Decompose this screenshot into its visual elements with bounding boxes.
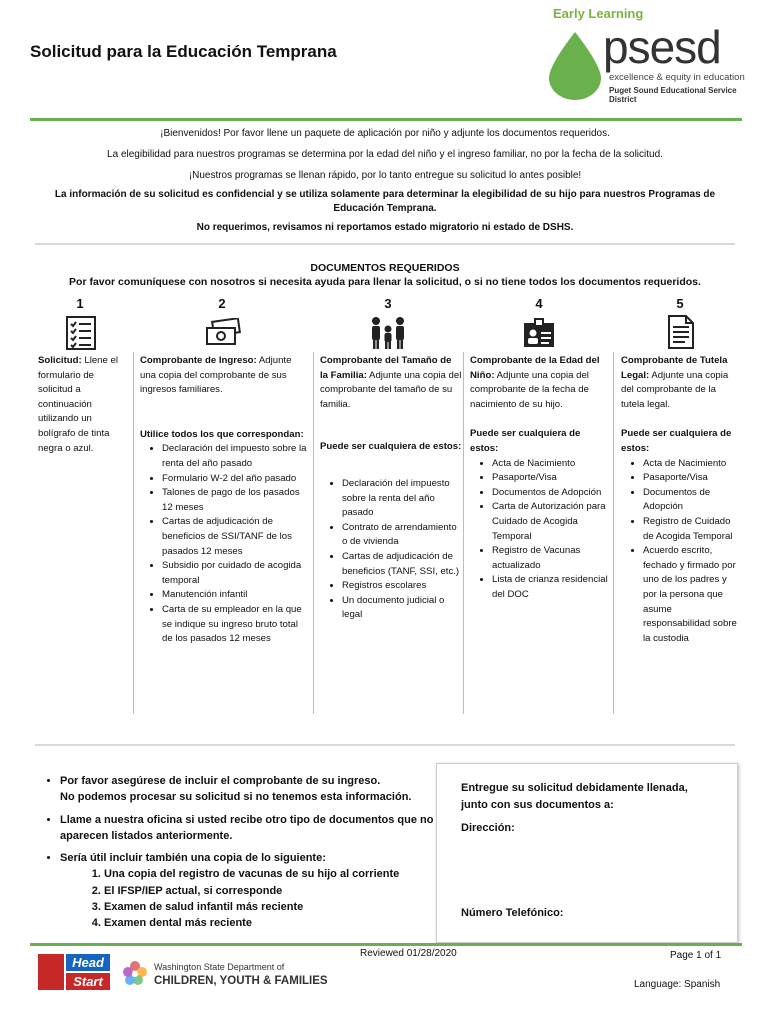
col3-text: Adjunte una copia del comprobante del tamaño de su familia. xyxy=(320,369,462,410)
id-card-icon xyxy=(523,318,555,348)
col4-label: Comprobante de la Edad del Niño: xyxy=(470,355,600,381)
dcyf-bottom: CHILDREN, YOUTH & FAMILIES xyxy=(154,975,328,987)
intro-line-3: ¡Nuestros programas se llenan rápido, por lo tanto entregue su solicitud lo antes posible! xyxy=(188,170,582,181)
list-item: • Registro de Cuidado de Acogida Temporal xyxy=(643,515,739,544)
col4-text: Adjunte una copia del comprobante de la fecha de nacimiento de su hijo. xyxy=(470,369,589,410)
section-divider xyxy=(35,744,735,746)
notes-list xyxy=(38,773,438,938)
step-number-4: 4 xyxy=(535,296,543,311)
psesd-logo xyxy=(545,4,745,104)
list-item: • Carta de Autorización para Cuidado de Acogida Temporal xyxy=(492,500,610,544)
submit-line-1: Entregue su solicitud debidamente llenada, xyxy=(461,782,688,794)
note-income-line-2: No podemos procesar su solicitud si no tenemos esta información. xyxy=(60,791,412,804)
submit-info-box xyxy=(436,763,738,943)
submit-line-2: junto con sus documentos a: xyxy=(461,799,614,811)
list-item: • Un documento judicial o legal xyxy=(342,594,462,623)
section-divider xyxy=(35,243,735,245)
note-also-include xyxy=(60,850,438,931)
header-divider xyxy=(30,118,742,121)
checklist-icon xyxy=(66,316,96,350)
column-divider xyxy=(613,352,614,714)
intro-line-4a: La información de su solicitud es confidencial y se utiliza solamente para determinar la elegibilidad de su hijo para nuestros Programas de xyxy=(54,189,716,200)
dcyf-top: Washington State Department of xyxy=(154,962,285,972)
column-divider xyxy=(313,352,314,714)
head-start-bottom: Start xyxy=(66,973,110,990)
list-item: 2. El IFSP/IEP actual, si corresponde xyxy=(104,883,438,899)
step-number-2: 2 xyxy=(218,296,226,311)
list-item: • Pasaporte/Visa xyxy=(643,471,739,486)
reviewed-date: Reviewed 01/28/2020 xyxy=(360,948,457,959)
intro-line-5: No requerimos, revisamos ni reportamos estado migratorio ni estado de DSHS. xyxy=(196,222,574,233)
list-item: • Subsidio por cuidado de acogida temporal xyxy=(162,559,310,588)
list-item: • Cartas de adjudicación de beneficios de SSI/TANF de los pasados 12 meses xyxy=(162,515,310,559)
list-item: • Documentos de Adopción xyxy=(643,486,739,515)
col5-list xyxy=(621,457,739,647)
family-icon xyxy=(368,316,408,350)
head-start-logo xyxy=(38,954,110,990)
list-item: • Declaración del impuesto sobre la renta del año pasado xyxy=(162,442,310,471)
list-item: • Lista de crianza residencial del DOC xyxy=(492,573,610,602)
list-item: • Pasaporte/Visa xyxy=(492,471,610,486)
logo-early-learning: Early Learning xyxy=(553,6,644,21)
logo-name: psesd xyxy=(603,21,721,73)
doc-column-2 xyxy=(140,354,310,647)
step-number-5: 5 xyxy=(676,296,684,311)
page-title: Solicitud para la Educación Temprana xyxy=(30,42,337,61)
step-number-3: 3 xyxy=(384,296,392,311)
col4-sub: Puede ser cualquiera de estos: xyxy=(470,428,581,454)
language-label: Language: Spanish xyxy=(634,979,721,990)
note-call-office: • Llame a nuestra oficina si usted recibe otro tipo de documentos que no aparecen listados anteriormente. xyxy=(60,812,438,845)
col2-text: Adjunte una copia del comprobante de sus ingresos familiares. xyxy=(140,355,292,396)
col2-list xyxy=(140,442,310,646)
doc-column-1 xyxy=(38,354,130,456)
logo-district: Puget Sound Educational Service District xyxy=(609,86,737,104)
head-start-top: Head xyxy=(66,954,110,971)
water-drop-icon xyxy=(545,30,605,100)
col3-label: Comprobante del Tamaño de la Familia: xyxy=(320,355,452,381)
intro-line-1: ¡Bienvenidos! Por favor llene un paquete de aplicación por niño y adjunte los documentos requeridos. xyxy=(160,128,610,139)
list-item: • Manutención infantil xyxy=(162,588,310,603)
footer-divider xyxy=(30,943,742,946)
list-item: 4. Examen dental más reciente xyxy=(104,915,438,931)
column-divider xyxy=(133,352,134,714)
dcyf-flower-icon xyxy=(120,958,150,988)
list-item: 1. Una copia del registro de vacunas de su hijo al corriente xyxy=(104,866,438,882)
phone-label: Número Telefónico: xyxy=(461,907,564,919)
list-item: • Acta de Nacimiento xyxy=(492,457,610,472)
docs-subheading: Por favor comuníquese con nosotros si necesita ayuda para llenar la solicitud, o si no tiene todos los documentos requeridos. xyxy=(69,276,701,288)
col1-label: Solicitud: xyxy=(38,355,82,366)
col1-text: Llene el formulario de solicitud a continuación utilizando un bolígrafo de tinta negra o azul. xyxy=(38,355,118,454)
note-income-line-1: Por favor asegúrese de incluir el comprobante de su ingreso. xyxy=(60,775,381,787)
col5-text: Adjunte una copia del comprobante de la tutela legal. xyxy=(621,369,729,410)
list-item: • Contrato de arrendamiento o de vivienda xyxy=(342,521,462,550)
page-number: Page 1 of 1 xyxy=(670,950,722,961)
list-item: • Talones de pago de los pasados 12 meses xyxy=(162,486,310,515)
list-item: • Documentos de Adopción xyxy=(492,486,610,501)
docs-heading: DOCUMENTOS REQUERIDOS xyxy=(310,262,460,274)
list-item: • Declaración del impuesto sobre la renta del año pasado xyxy=(342,477,462,521)
note-income xyxy=(60,773,438,806)
col3-sub: Puede ser cualquiera de estos: xyxy=(320,441,462,453)
intro-line-4b: Educación Temprana. xyxy=(333,203,437,214)
list-item: • Acuerdo escrito, fechado y firmado por uno de los padres y por la persona que asume responsabilidad sobre la custodia xyxy=(643,544,739,646)
address-label: Dirección: xyxy=(461,822,515,834)
list-item: • Carta de su empleador en la que se indique su ingreso bruto total de los pasados 12 meses xyxy=(162,603,310,647)
list-item: • Registros escolares xyxy=(342,579,462,594)
logo-tagline: excellence & equity in education xyxy=(609,72,745,83)
list-item: • Registro de Vacunas actualizado xyxy=(492,544,610,573)
note-also-include-text: Sería útil incluir también una copia de lo siguiente: xyxy=(60,852,326,865)
col4-list xyxy=(470,457,610,603)
list-item: 3. Examen de salud infantil más reciente xyxy=(104,899,438,915)
col5-label: Comprobante de Tutela Legal: xyxy=(621,355,728,381)
money-icon xyxy=(205,318,241,346)
col2-label: Comprobante de Ingreso: xyxy=(140,355,257,366)
doc-column-5 xyxy=(621,354,739,646)
col2-sub: Utilice todos los que correspondan: xyxy=(140,428,304,440)
intro-line-2: La elegibilidad para nuestros programas se determina por la edad del niño y el ingreso familiar, no por la fecha de la solicitud. xyxy=(107,149,663,160)
list-item: • Cartas de adjudicación de beneficios (TANF, SSI, etc.) xyxy=(342,550,462,579)
col5-sub: Puede ser cualquiera de estos: xyxy=(621,428,732,454)
doc-column-4 xyxy=(470,354,610,603)
list-item: • Formulario W-2 del año pasado xyxy=(162,472,310,487)
column-divider xyxy=(463,352,464,714)
document-icon xyxy=(667,314,695,350)
list-item: • Acta de Nacimiento xyxy=(643,457,739,472)
col3-list xyxy=(320,477,462,623)
doc-column-3 xyxy=(320,354,462,623)
step-number-1: 1 xyxy=(76,296,84,311)
